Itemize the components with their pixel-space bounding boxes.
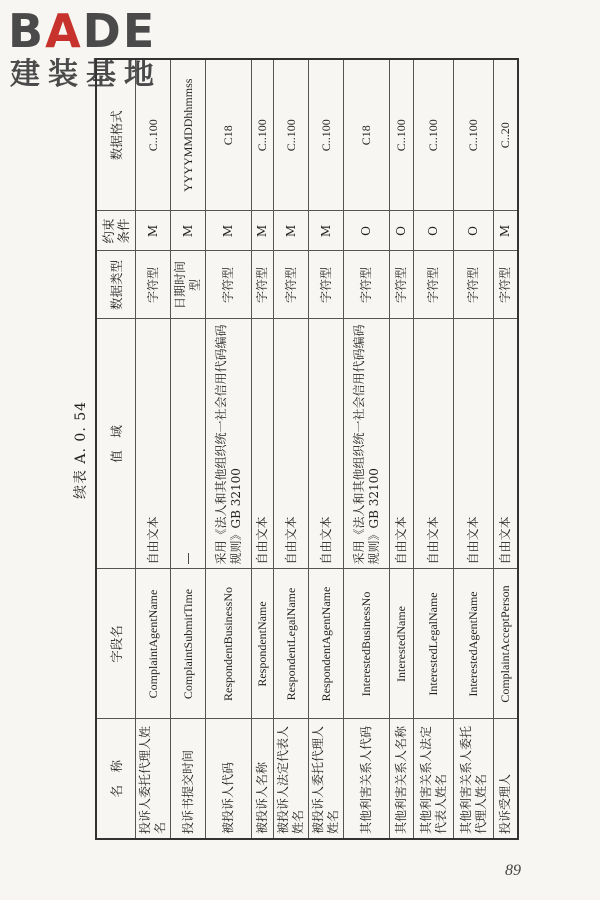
cell-name: 投诉人委托代理人姓名 [136,719,171,839]
cell-name: 被投诉人代码 [206,719,252,839]
cell-constraint: M [136,211,171,251]
cell-field: ComplaintAcceptPerson [494,569,518,719]
cell-name: 其他利害关系人名称 [390,719,414,839]
cell-constraint: M [494,211,518,251]
cell-constraint: M [206,211,252,251]
cell-constraint: O [414,211,454,251]
table-header-row [96,59,136,839]
cell-name: 投诉书提交时间 [171,719,206,839]
cell-field: InterestedName [390,569,414,719]
table-row [136,59,171,839]
cell-type: 字符型 [309,251,344,319]
cell-type: 字符型 [390,251,414,319]
cell-type: 字符型 [252,251,274,319]
cell-constraint: O [344,211,390,251]
cell-format: C..100 [454,59,494,211]
rotated-page-content [50,60,512,840]
cell-domain: 采用《法人和其他组织统一社会信用代码编码规则》GB 32100 [206,319,252,569]
cell-domain: 自由文本 [136,319,171,569]
cell-domain: — [171,319,206,569]
cell-domain: 自由文本 [274,319,309,569]
cell-field: RespondentBusinessNo [206,569,252,719]
table-caption: 续表 A. 0. 54 [73,400,89,500]
table-row [390,59,414,839]
cell-type: 日期时间型 [171,251,206,319]
header-constraint: 约束条件 [96,211,136,251]
cell-format: C18 [344,59,390,211]
cell-constraint: M [274,211,309,251]
table-row [171,59,206,839]
logo-chinese-text: 建装基地 [10,57,162,92]
cell-field: ComplaintSubmitTime [171,569,206,719]
cell-name: 被投诉人法定代表人姓名 [274,719,309,839]
cell-field: InterestedAgentName [454,569,494,719]
cell-type: 字符型 [414,251,454,319]
cell-domain: 自由文本 [494,319,518,569]
header-field: 字段名 [96,569,136,719]
table-row [344,59,390,839]
cell-type: 字符型 [274,251,309,319]
logo-wordmark: BADE [8,4,157,58]
data-table [95,58,519,840]
table-row [454,59,494,839]
cell-field: RespondentName [252,569,274,719]
cell-format: C18 [206,59,252,211]
cell-constraint: O [454,211,494,251]
cell-domain: 自由文本 [414,319,454,569]
table-row [494,59,518,839]
header-domain: 值 域 [96,319,136,569]
cell-type: 字符型 [206,251,252,319]
cell-name: 被投诉人委托代理人姓名 [309,719,344,839]
cell-domain: 自由文本 [252,319,274,569]
cell-constraint: O [390,211,414,251]
cell-type: 字符型 [344,251,390,319]
cell-name: 投诉受理人 [494,719,518,839]
cell-type: 字符型 [494,251,518,319]
table-row [252,59,274,839]
table-row [274,59,309,839]
table-body [136,59,518,839]
cell-field: InterestedBusinessNo [344,569,390,719]
table-row [206,59,252,839]
header-type: 数据类型 [96,251,136,319]
cell-type: 字符型 [454,251,494,319]
cell-domain: 采用《法人和其他组织统一社会信用代码编码规则》GB 32100 [344,319,390,569]
cell-name: 其他利害关系人法定代表人姓名 [414,719,454,839]
page-number: 89 [505,862,521,879]
header-format: 数据格式 [96,59,136,211]
cell-format: C..100 [136,59,171,211]
cell-format: C..100 [274,59,309,211]
cell-domain: 自由文本 [390,319,414,569]
cell-format: C..100 [390,59,414,211]
cell-name: 被投诉人名称 [252,719,274,839]
cell-format: YYYYMMDDhhmmss [171,59,206,211]
cell-constraint: M [171,211,206,251]
cell-field: InterestedLegalName [414,569,454,719]
cell-field: RespondentAgentName [309,569,344,719]
cell-constraint: M [309,211,344,251]
cell-format: C..100 [252,59,274,211]
cell-format: C..100 [309,59,344,211]
header-name: 名 称 [96,719,136,839]
cell-field: RespondentLegalName [274,569,309,719]
cell-format: C..20 [494,59,518,211]
table-row [414,59,454,839]
cell-domain: 自由文本 [309,319,344,569]
cell-name: 其他利害关系人委托代理人姓名 [454,719,494,839]
cell-constraint: M [252,211,274,251]
cell-field: ComplaintAgentName [136,569,171,719]
cell-format: C..100 [414,59,454,211]
cell-name: 其他利害关系人代码 [344,719,390,839]
cell-domain: 自由文本 [454,319,494,569]
cell-type: 字符型 [136,251,171,319]
table-row [309,59,344,839]
